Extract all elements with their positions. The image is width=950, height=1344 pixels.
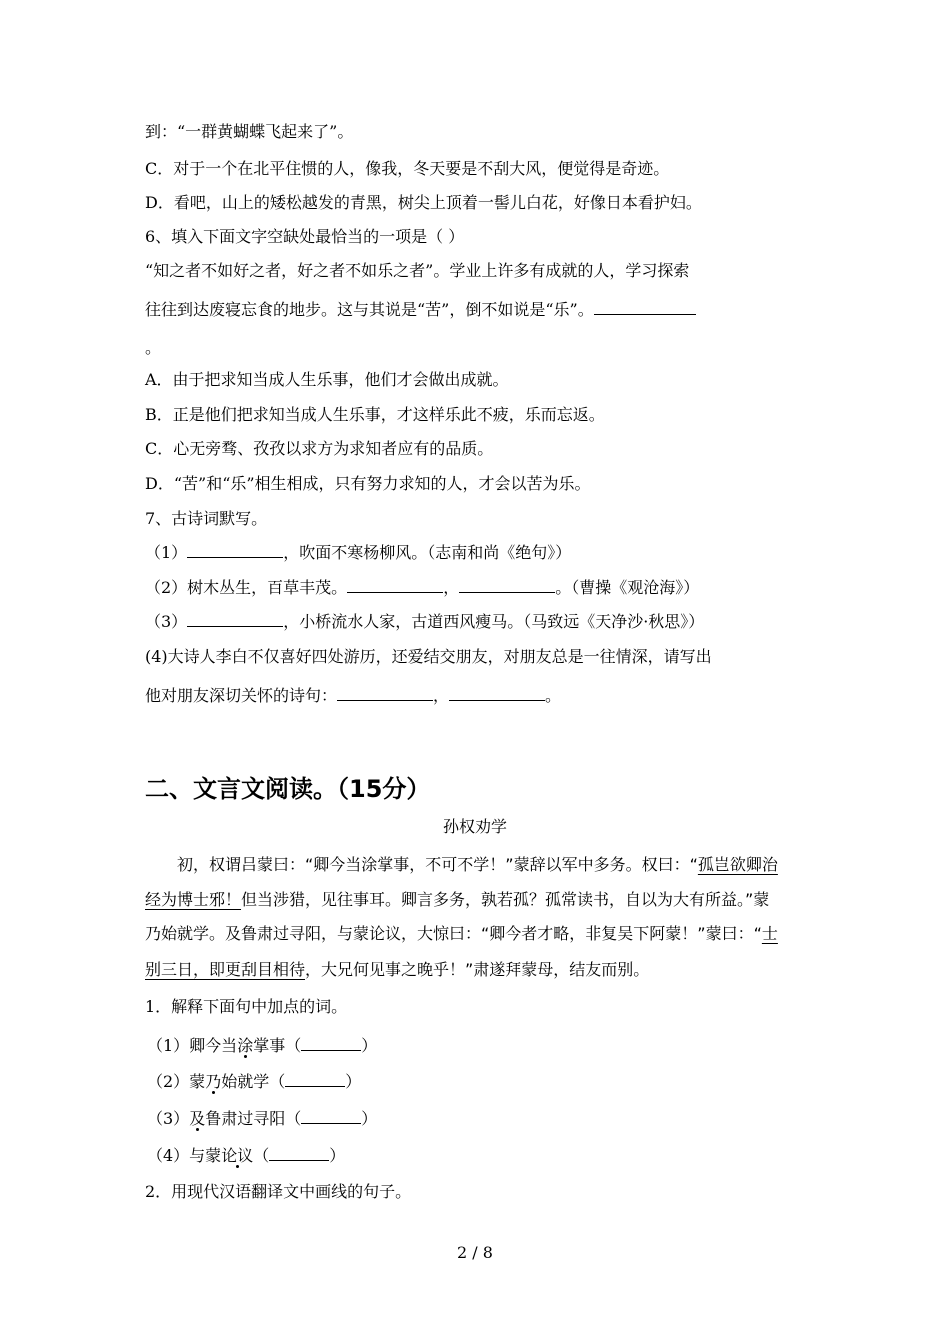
q6-passage-line-2: 往往到达废寝忘食的地步。这与其说是“苦”，倒不如说是“乐”。 [145, 297, 696, 322]
q7-4-blank-1[interactable] [337, 683, 433, 701]
q7-3-blank[interactable] [187, 609, 283, 627]
sub-question-1-item-4: （4）与蒙论议（ ） [147, 1143, 345, 1168]
section-2-heading: 二、文言文阅读。（15分） [145, 775, 431, 803]
q7-item-1: （1） ，吹面不寒杨柳风。（志南和尚《绝句》） [145, 540, 571, 565]
q7-item-4-line-2: 他对朋友深切关怀的诗句： ， 。 [145, 683, 561, 708]
page-number: 2 / 8 [457, 1243, 493, 1262]
dotted-word: 及 [189, 1109, 206, 1128]
q6-option-d: D．“苦”和“乐”相生相成，只有努力求知的人，才会以苦为乐。 [145, 474, 591, 493]
q6-option-b: B．正是他们把求知当成人生乐事，才这样乐此不疲，乐而忘返。 [145, 405, 605, 424]
item-2-blank[interactable] [285, 1069, 345, 1087]
sub-question-2-stem: 2．用现代汉语翻译文中画线的句子。 [145, 1182, 412, 1201]
q6-option-c: C．心无旁骛、孜孜以求方为求知者应有的品质。 [145, 439, 494, 458]
underlined-sentence-2-part-1: 士 [761, 924, 778, 943]
q5-text-continuation: 到：“一群黄蝴蝶飞起来了”。 [145, 122, 354, 141]
q6-option-a: A．由于把求知当成人生乐事，他们才会做出成就。 [145, 370, 509, 389]
sub-question-1-item-3: （3）及鲁肃过寻阳（ ） [147, 1106, 377, 1131]
q5-option-d: D．看吧，山上的矮松越发的青黑，树尖上顶着一髻儿白花，好像日本看护妇。 [145, 193, 702, 212]
sub-question-1-item-1: （1）卿今当涂掌事（ ） [147, 1033, 377, 1058]
q7-2-blank-1[interactable] [347, 575, 443, 593]
passage-line-2: 经为博士邪！但当涉猎，见往事耳。卿言多务，孰若孤？孤常读书，自以为大有所益。”蒙 [145, 890, 770, 909]
passage-line-1: 初，权谓吕蒙曰：“卿今当涂掌事，不可不学！”蒙辞以军中多务。权曰：“孤岂欲卿治 [177, 855, 778, 874]
passage-title: 孙权劝学 [442, 817, 507, 836]
underlined-sentence-1-part-2: 经为博士邪！ [145, 890, 242, 909]
underlined-sentence-1-part-1: 孤岂欲卿治 [697, 855, 778, 874]
sub-question-1-item-2: （2）蒙乃始就学（ ） [147, 1069, 361, 1094]
dotted-word: 乃 [205, 1072, 222, 1091]
q5-option-c: C．对于一个在北平住惯的人，像我，冬天要是不刮大风，便觉得是奇迹。 [145, 159, 670, 178]
q7-1-blank[interactable] [187, 540, 283, 558]
q7-4-blank-2[interactable] [449, 683, 545, 701]
q7-stem: 7、古诗词默写。 [145, 509, 268, 528]
dotted-word: 涂 [237, 1036, 254, 1055]
q6-stem: 6、填入下面文字空缺处最恰当的一项是（ ） [145, 227, 465, 246]
underlined-sentence-2-part-2: 别三日，即更刮目相待 [145, 960, 306, 979]
q7-2-blank-2[interactable] [459, 575, 555, 593]
passage-line-3: 乃始就学。及鲁肃过寻阳，与蒙论议，大惊曰：“卿今者才略，非复吴下阿蒙！”蒙曰：“士 [145, 924, 778, 943]
q6-passage-line-3: 。 [145, 338, 162, 357]
sub-question-1-stem: 1．解释下面句中加点的词。 [145, 997, 348, 1016]
passage-line-4: 别三日，即更刮目相待，大兄何见事之晚乎！”肃遂拜蒙母，结友而别。 [145, 960, 650, 979]
q6-passage-line-1: “知之者不如好之者，好之者不如乐之者”。学业上许多有成就的人，学习探索 [145, 261, 690, 280]
item-1-blank[interactable] [301, 1033, 361, 1051]
q6-answer-blank[interactable] [594, 297, 696, 315]
q7-item-3: （3） ，小桥流水人家，古道西风瘦马。（马致远《天净沙·秋思》） [145, 609, 704, 634]
item-3-blank[interactable] [301, 1106, 361, 1124]
item-4-blank[interactable] [269, 1143, 329, 1161]
q7-item-4-line-1: (4)大诗人李白不仅喜好四处游历，还爱结交朋友，对朋友总是一往情深，请写出 [145, 647, 712, 666]
dotted-word: 论议 [221, 1146, 254, 1165]
q7-item-2: （2）树木丛生，百草丰茂。 ， 。（曹操《观沧海》） [145, 575, 699, 600]
